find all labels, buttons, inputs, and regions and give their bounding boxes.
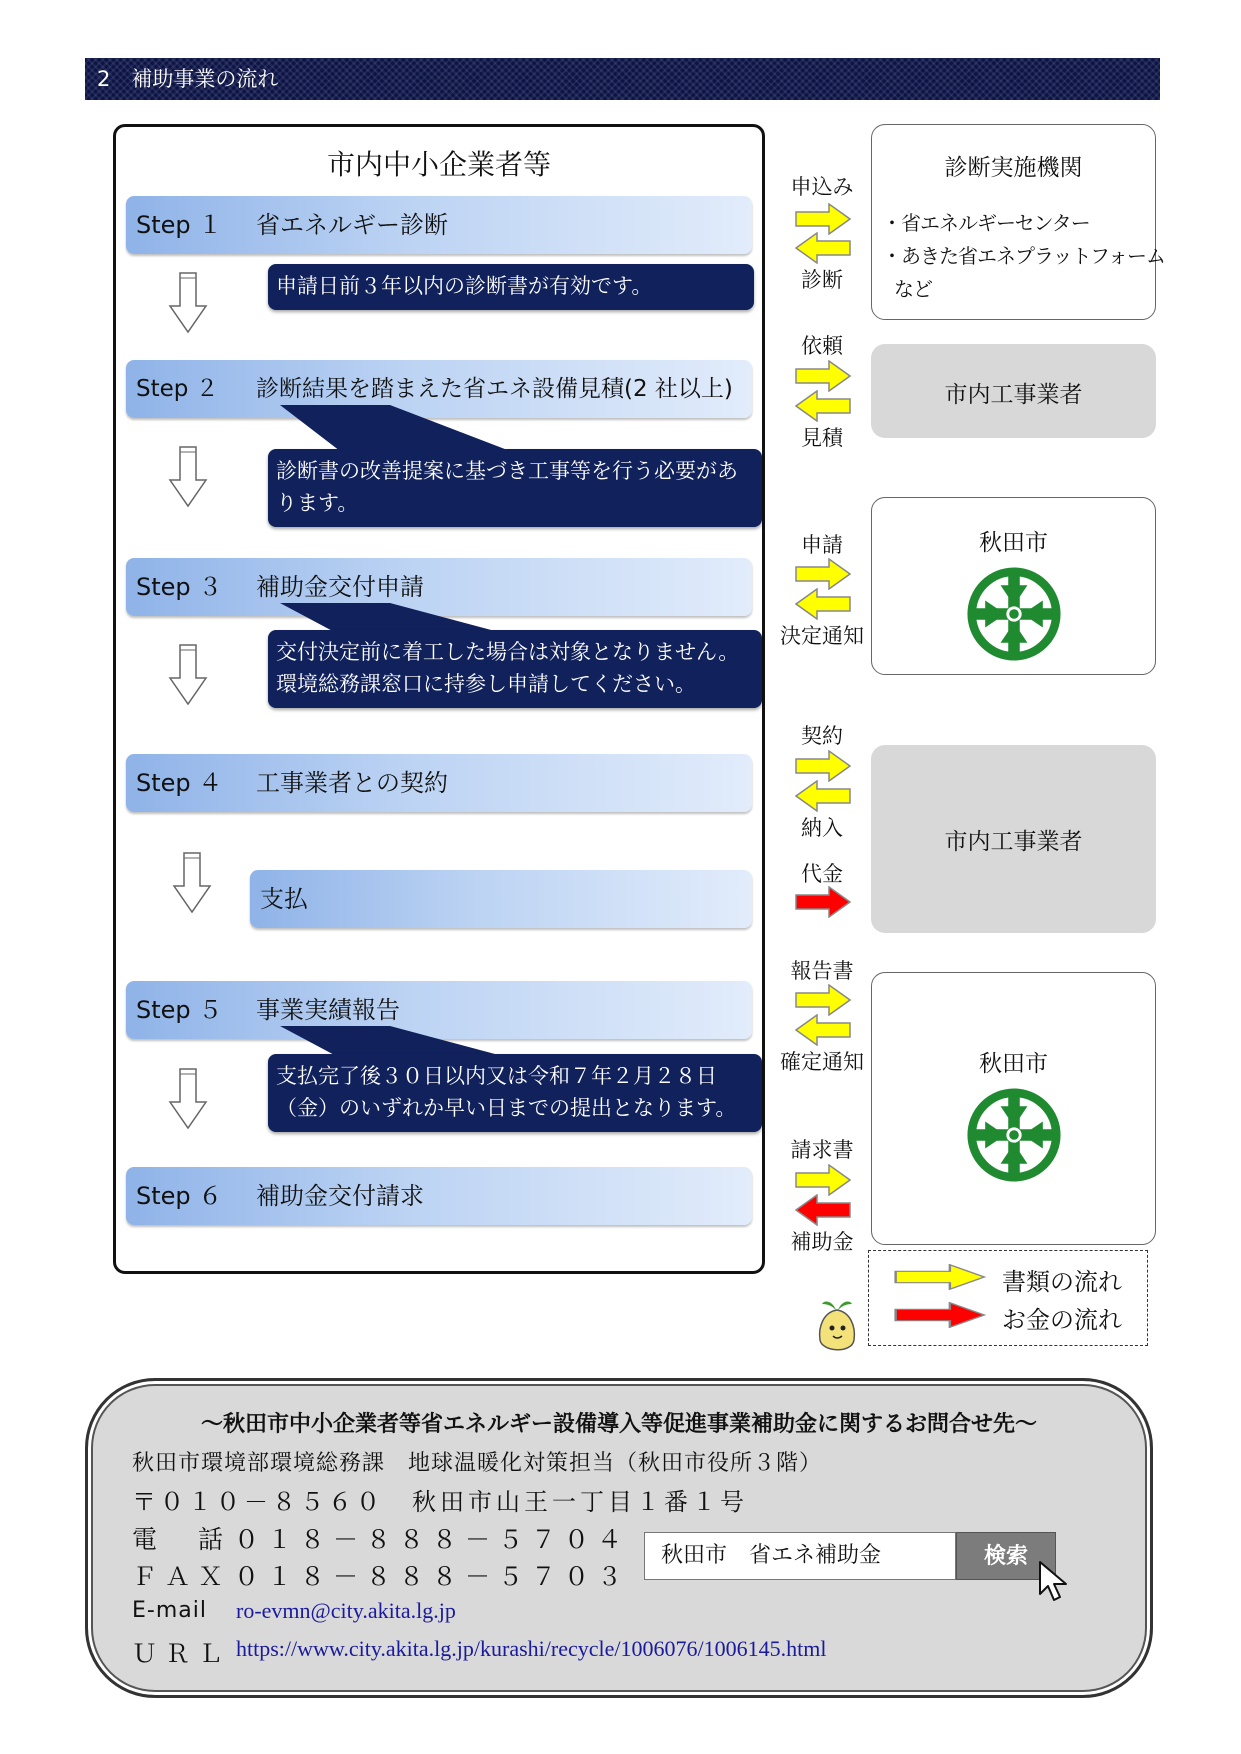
legend-documents: 書類の流れ bbox=[1002, 1268, 1122, 1296]
step-3-number: Step ３ bbox=[136, 573, 223, 601]
down-arrow-icon bbox=[168, 1068, 208, 1130]
mouse-cursor-icon bbox=[1036, 1560, 1078, 1606]
legend-money: お金の流れ bbox=[1002, 1306, 1122, 1334]
step-4 bbox=[126, 754, 752, 812]
exchange-label: 契約 bbox=[801, 724, 843, 748]
down-arrow-icon bbox=[172, 852, 212, 914]
contact-title: ～秋田市中小企業者等省エネルギー設備導入等促進事業補助金に関するお問合せ先～ bbox=[200, 1412, 1037, 1437]
exchange-label: 補助金 bbox=[790, 1230, 854, 1254]
step-5-label: 事業実績報告 bbox=[256, 996, 400, 1024]
left-arrow-icon bbox=[795, 780, 851, 812]
exchange-label: 確定通知 bbox=[780, 1050, 864, 1074]
right-arrow-icon bbox=[894, 1302, 986, 1328]
left-arrow-icon bbox=[795, 390, 851, 422]
tel-label: 電 話 bbox=[132, 1525, 232, 1554]
email-label: E-mail bbox=[132, 1598, 207, 1623]
exchange-label: 見積 bbox=[801, 426, 843, 450]
left-arrow-icon bbox=[795, 588, 851, 620]
right-arrow-icon bbox=[795, 886, 851, 918]
tel-number: ０１８－８８８－５７０４ bbox=[234, 1525, 631, 1554]
right-arrow-icon bbox=[795, 558, 851, 590]
right-arrow-icon bbox=[795, 360, 851, 392]
callout-pointer bbox=[270, 405, 520, 451]
step-1 bbox=[126, 196, 752, 254]
step-6 bbox=[126, 1167, 752, 1225]
city-title: 秋田市 bbox=[979, 1051, 1048, 1077]
exchange-label: 申込み bbox=[790, 175, 854, 199]
city-emblem-icon bbox=[966, 566, 1062, 662]
step-4-number: Step ４ bbox=[136, 769, 223, 797]
contractor-title: 市内工事業者 bbox=[944, 382, 1083, 408]
fax-number: ０１８－８８８－５７０３ bbox=[234, 1562, 631, 1591]
left-arrow-icon bbox=[795, 1014, 851, 1046]
fax-label: ＦＡＸ bbox=[132, 1562, 232, 1591]
step-6-number: Step ６ bbox=[136, 1182, 223, 1210]
right-arrow-icon bbox=[795, 203, 851, 235]
search-input[interactable]: 秋田市 省エネ補助金 bbox=[644, 1532, 956, 1580]
left-arrow-icon bbox=[795, 232, 851, 264]
step-3-label: 補助金交付申請 bbox=[256, 573, 424, 601]
step-1-number: Step １ bbox=[136, 211, 223, 239]
right-arrow-icon bbox=[894, 1264, 986, 1290]
exchange-label: 決定通知 bbox=[780, 624, 864, 648]
diagnosis-box bbox=[871, 124, 1165, 320]
step-1-label: 省エネルギー診断 bbox=[256, 211, 448, 239]
exchange-label: 依頼 bbox=[801, 334, 843, 358]
note-2: 診断書の改善提案に基づき工事等を行う必要があります。 bbox=[268, 449, 762, 527]
step-2-number: Step ２ bbox=[136, 376, 219, 402]
step-6-label: 補助金交付請求 bbox=[256, 1182, 424, 1210]
exchange-label: 納入 bbox=[801, 816, 843, 840]
note-4: 支払完了後３０日以内又は令和７年２月２８日（金）のいずれか早い日までの提出となります。 bbox=[268, 1054, 762, 1132]
flow-title: 市内中小企業者等 bbox=[326, 148, 551, 181]
diagnosis-title: 診断実施機関 bbox=[944, 155, 1083, 181]
exchange-label: 診断 bbox=[801, 268, 843, 292]
email-link[interactable]: ro-evmn@city.akita.lg.jp bbox=[236, 1598, 456, 1623]
payment-label: 支払 bbox=[260, 885, 308, 913]
section-header: 2 補助事業の流れ bbox=[85, 58, 1160, 100]
contractor-box bbox=[871, 344, 1156, 438]
down-arrow-icon bbox=[168, 446, 208, 508]
diagnosis-item: など bbox=[894, 277, 932, 301]
diagnosis-item: ・省エネルギーセンター bbox=[882, 211, 1090, 235]
step-2-label: 診断結果を踏まえた省エネ設備見積(2 社以上) bbox=[256, 376, 733, 402]
right-arrow-icon bbox=[795, 1164, 851, 1196]
contact-department: 秋田市環境部環境総務課 地球温暖化対策担当（秋田市役所３階） bbox=[132, 1451, 823, 1476]
url-label: ＵＲＬ bbox=[132, 1639, 232, 1668]
contact-address: 〒０１０－８５６０ 秋田市山王一丁目１番１号 bbox=[132, 1488, 748, 1516]
contractor-title: 市内工事業者 bbox=[944, 829, 1083, 855]
search-button[interactable]: 検索 bbox=[956, 1532, 1056, 1580]
city-emblem-icon bbox=[966, 1087, 1062, 1183]
left-arrow-icon bbox=[795, 1194, 851, 1226]
diagnosis-item: ・あきた省エネプラットフォーム bbox=[882, 244, 1165, 268]
note-1: 申請日前３年以内の診断書が有効です。 bbox=[268, 264, 754, 310]
diagnosis-list bbox=[882, 207, 1165, 306]
exchange-label: 請求書 bbox=[790, 1138, 854, 1162]
city-box bbox=[871, 497, 1156, 675]
right-arrow-icon bbox=[795, 984, 851, 1016]
down-arrow-icon bbox=[168, 644, 208, 706]
contractor-box bbox=[871, 745, 1156, 933]
down-arrow-icon bbox=[168, 272, 208, 334]
step-5-number: Step ５ bbox=[136, 996, 223, 1024]
exchange-label: 報告書 bbox=[790, 959, 854, 983]
mascot-icon bbox=[812, 1296, 862, 1356]
city-title: 秋田市 bbox=[979, 530, 1048, 556]
step-4-label: 工事業者との契約 bbox=[256, 769, 448, 797]
url-link[interactable]: https://www.city.akita.lg.jp/kurashi/recycle/1006076/1006145.html bbox=[236, 1636, 827, 1661]
exchange-label: 代金 bbox=[801, 862, 843, 886]
right-arrow-icon bbox=[795, 750, 851, 782]
exchange-label: 申請 bbox=[801, 533, 843, 557]
payment-step bbox=[250, 870, 752, 928]
note-3: 交付決定前に着工した場合は対象となりません。環境総務課窓口に持参し申請してください。 bbox=[268, 630, 762, 708]
city-box bbox=[871, 972, 1156, 1245]
